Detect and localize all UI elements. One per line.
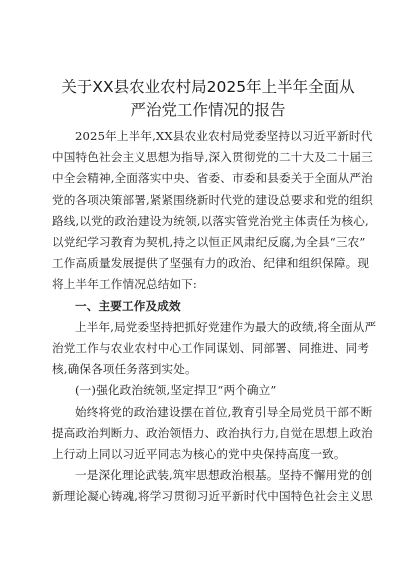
title-line: 关于XX县农业农村局2025年上半年全面从 (61, 78, 355, 96)
paragraph-line: 上行动上同以习近平同志为核心的党中央保持高度一致。 (52, 447, 346, 462)
document-body (52, 126, 377, 508)
paragraph-line: 工作高质量发展提供了坚强有力的政治、纪律和组织保障。现 (52, 256, 370, 271)
title-line: 严治党工作情况的报告 (130, 101, 286, 119)
paragraph-line: 路线,以党的政治建设为统领,以落实管党治党主体责任为核心, (52, 213, 369, 228)
paragraph-line: 核,确保各项任务落到实处。 (52, 362, 197, 377)
paragraph-line: 将上半年工作情况总结如下: (52, 277, 197, 292)
subsection-heading: (一)强化政治统领,坚定捍卫“两个确立” (75, 383, 277, 398)
paragraph-line: 中国特色社会主义思想为指导,深入贯彻党的二十大及二十届三 (52, 150, 373, 165)
paragraph-line: 始终将党的政治建设摆在首位,教育引导全局党员干部不断 (75, 404, 373, 419)
document-title (52, 76, 364, 122)
paragraph-line: 上半年,局党委坚持把抓好党建作为最大的政绩,将全面从严 (75, 319, 377, 334)
paragraph-line: 以党纪学习教育为契机,持之以恒正风肃纪反腐,为全县“三农” (52, 235, 366, 250)
paragraph-line: 2025年上半年,XX县农业农村局党委坚持以习近平新时代 (75, 129, 373, 143)
paragraph-line: 治党工作与农业农村中心工作同谋划、同部署、同推进、同考 (52, 341, 370, 356)
paragraph-line: 党的各项决策部署,紧紧围绕新时代党的建设总要求和党的组织 (52, 192, 373, 207)
paragraph-line: 中全会精神,全面落实中央、省委、市委和县委关于全面从严治 (52, 171, 373, 186)
section-heading: 一、主要工作及成效 (75, 298, 181, 313)
paragraph-line: 提高政治判断力、政治领悟力、政治执行力,自觉在思想上政治 (52, 425, 373, 440)
paragraph-line: 一是深化理论武装,筑牢思想政治根基。坚持不懈用党的创 (75, 468, 373, 483)
paragraph-line: 新理论凝心铸魂,将学习贯彻习近平新时代中国特色社会主义思 (52, 489, 373, 504)
